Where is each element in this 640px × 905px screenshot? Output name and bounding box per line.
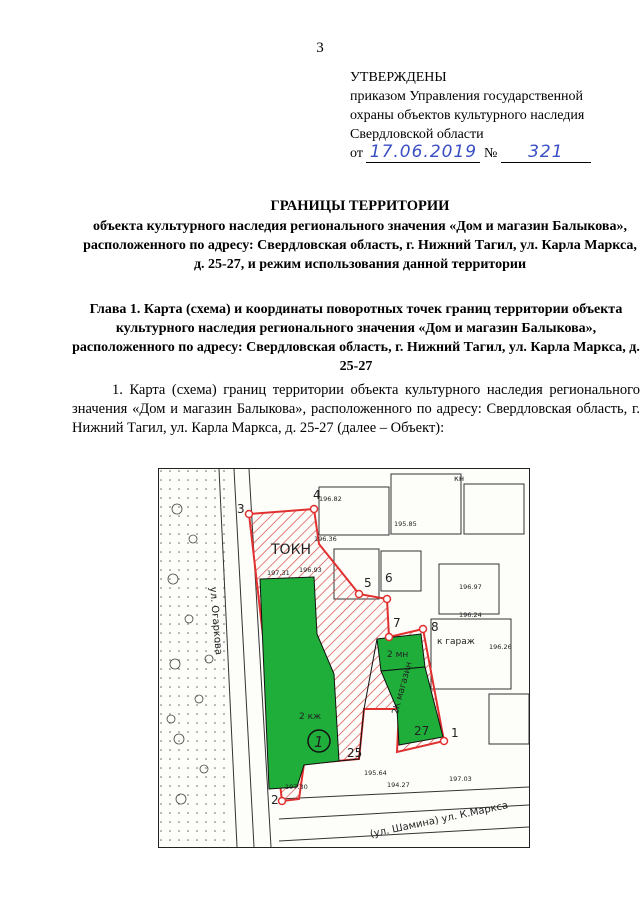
elevation-10: 196.97: [459, 583, 482, 591]
turning-point-label-6: 6: [385, 571, 393, 585]
label-2mn: 2 мн: [387, 650, 409, 660]
turning-point-label-8: 8: [431, 620, 439, 634]
approval-line-2: охраны объектов культурного наследия: [350, 108, 585, 123]
elevation-8: 197.31: [267, 569, 290, 577]
turning-point-1: [441, 738, 448, 745]
turning-point-label-5: 5: [364, 576, 372, 590]
elevation-7: 194.27: [387, 781, 410, 789]
paragraph-1: 1. Карта (схема) границ территории объекта культурного наследия регионального значения «Дом и магазин Балыкова», расположенного по адресу: Свердловская область, г. Нижний Тагил, ул. Карла Маркса, д. 25-27 (далее – Объект):: [72, 382, 640, 436]
approval-line-3: Свердловской области: [350, 127, 484, 142]
object-number: 1: [314, 733, 324, 751]
number-field: [501, 144, 591, 163]
elevation-3: 196.24: [459, 611, 482, 619]
turning-point-2: [279, 798, 286, 805]
elevation-5: 197.03: [449, 775, 472, 783]
document-title: [80, 197, 640, 274]
turning-point-label-4: 4: [313, 488, 321, 502]
title-subtitle: объекта культурного наследия регионального значения «Дом и магазин Балыкова», расположенного по адресу: Свердловская область, г. Нижний Тагил, ул. Карла Маркса, д. 25-27, и режим использования данной территории: [83, 219, 637, 272]
elevation-4: 196.26: [489, 643, 512, 651]
label-kn: кн: [454, 474, 465, 483]
label-2kzh: 2 кж: [299, 712, 322, 722]
elevation-2: 195.85: [394, 520, 417, 528]
turning-point-label-2: 2: [271, 793, 279, 807]
house-number-25: 25: [347, 746, 363, 760]
approval-date-number-row: [350, 144, 620, 166]
page-number: 3: [316, 40, 324, 56]
approval-block: [350, 68, 620, 166]
label-k-garazh: к гараж: [437, 637, 475, 647]
elevation-12: 197.30: [285, 783, 308, 791]
turning-point-3: [246, 511, 253, 518]
approval-date: 17.06.2019: [369, 142, 478, 162]
approval-line-1: приказом Управления государственной: [350, 89, 584, 104]
turning-point-8: [420, 626, 427, 633]
street-ogarkova: ул. Огаркова: [206, 586, 224, 656]
number-label: №: [483, 146, 498, 161]
turning-point-6: [384, 596, 391, 603]
label-tokn: ТОКН: [271, 542, 312, 558]
chapter-heading: Глава 1. Карта (схема) и координаты поворотных точек границ территории объекта культурного наследия регионального значения «Дом и магазин Балыкова», расположенного по адресу: Свердловская область, г. Нижний Тагил, ул. Карла Маркса, д. 25-27: [72, 302, 640, 374]
approval-number: 321: [528, 142, 564, 162]
boundary-map: [158, 468, 530, 848]
turning-point-label-1: 1: [451, 726, 459, 740]
turning-point-label-7: 7: [393, 616, 401, 630]
approval-heading: УТВЕРЖДЕНЫ: [350, 70, 447, 85]
elevation-1: 196.82: [319, 495, 342, 503]
turning-point-7: [386, 634, 393, 641]
elevation-9: 196.93: [299, 566, 322, 574]
map-svg: [159, 469, 529, 847]
turning-point-label-3: 3: [237, 502, 245, 516]
date-field: [366, 144, 480, 163]
from-label: от: [350, 146, 363, 161]
street-marksa: (ул. Шамина) ул. К.Маркса: [369, 800, 510, 841]
vegetation-area: [159, 469, 229, 847]
turning-point-4: [311, 506, 318, 513]
turning-point-5: [356, 591, 363, 598]
label-2k-magazin: 2К магазин: [390, 660, 415, 716]
elevation-11: 196.36: [314, 535, 337, 543]
elevation-6: 195.64: [364, 769, 387, 777]
title-main: ГРАНИЦЫ ТЕРРИТОРИИ: [270, 198, 450, 214]
house-number-27: 27: [414, 724, 430, 738]
